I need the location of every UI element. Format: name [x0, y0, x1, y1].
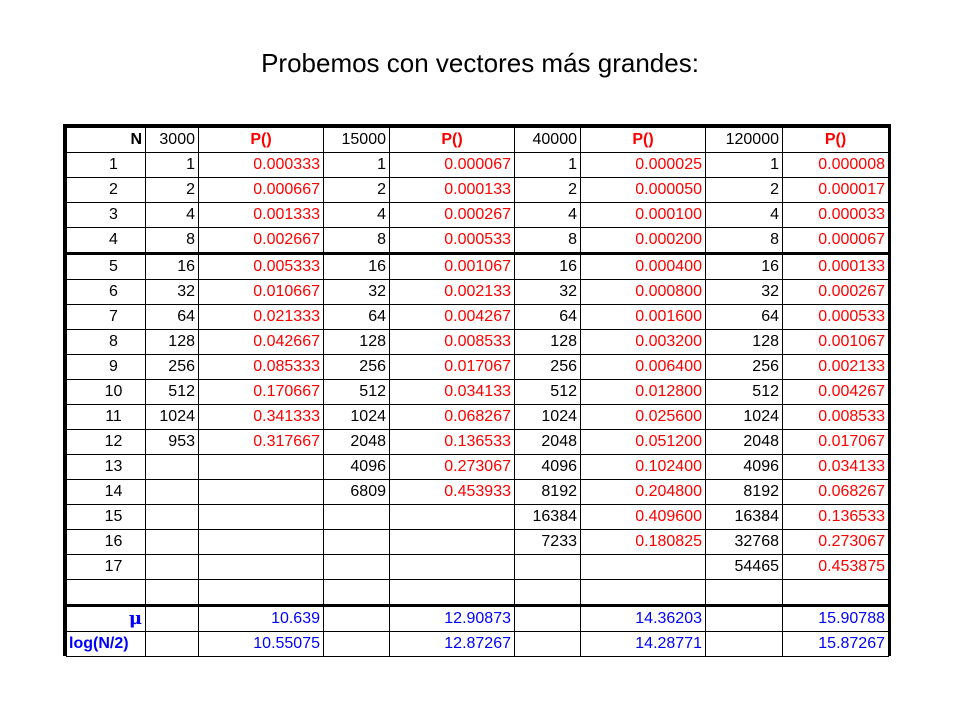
probability-cell: 0.273067: [390, 455, 515, 480]
probability-cell: 0.004267: [783, 380, 889, 405]
probability-cell: 0.000200: [581, 228, 706, 254]
probability-cell: 0.000800: [581, 280, 706, 305]
count-cell: 128: [515, 330, 581, 355]
count-cell: 7233: [515, 530, 581, 555]
count-cell: 512: [146, 380, 199, 405]
probability-cell: [581, 580, 706, 606]
table-row: [67, 455, 889, 480]
header-vector-size: 3000: [146, 128, 199, 153]
table-row: [67, 505, 889, 530]
count-cell: 8: [515, 228, 581, 254]
mean-value: [515, 606, 581, 632]
probability-cell: 0.000067: [783, 228, 889, 254]
log-row: [67, 632, 889, 657]
probability-cell: 0.102400: [581, 455, 706, 480]
probability-cell: 0.001333: [199, 203, 324, 228]
log-value: 14.28771: [581, 632, 706, 657]
probability-cell: 0.317667: [199, 430, 324, 455]
count-cell: 2: [706, 178, 783, 203]
probability-cell: [783, 580, 889, 606]
probability-cell: [199, 530, 324, 555]
probability-cell: 0.136533: [390, 430, 515, 455]
probability-table-frame: [63, 124, 891, 656]
count-cell: 64: [324, 305, 390, 330]
count-cell: 1: [706, 153, 783, 178]
log-value: [146, 632, 199, 657]
probability-cell: 0.000017: [783, 178, 889, 203]
row-index: 7: [67, 305, 146, 330]
count-cell: 1024: [515, 405, 581, 430]
table-row: [67, 254, 889, 280]
probability-cell: [199, 555, 324, 580]
count-cell: 8: [146, 228, 199, 254]
count-cell: 16: [146, 254, 199, 280]
row-index: 12: [67, 430, 146, 455]
probability-cell: 0.034133: [783, 455, 889, 480]
probability-cell: 0.003200: [581, 330, 706, 355]
probability-cell: 0.017067: [390, 355, 515, 380]
table-row: [67, 405, 889, 430]
probability-cell: 0.341333: [199, 405, 324, 430]
count-cell: 128: [146, 330, 199, 355]
probability-cell: [199, 580, 324, 606]
row-index: 11: [67, 405, 146, 430]
header-vector-size: 15000: [324, 128, 390, 153]
count-cell: 64: [146, 305, 199, 330]
probability-cell: 0.001067: [390, 254, 515, 280]
row-index: [67, 580, 146, 606]
probability-cell: 0.000533: [783, 305, 889, 330]
log-value: [324, 632, 390, 657]
table-row: [67, 355, 889, 380]
probability-cell: 0.025600: [581, 405, 706, 430]
probability-cell: 0.453933: [390, 480, 515, 505]
header-vector-size: 120000: [706, 128, 783, 153]
count-cell: 256: [324, 355, 390, 380]
count-cell: 256: [146, 355, 199, 380]
count-cell: 16: [515, 254, 581, 280]
count-cell: 953: [146, 430, 199, 455]
probability-cell: 0.273067: [783, 530, 889, 555]
count-cell: 32: [706, 280, 783, 305]
probability-cell: 0.000067: [390, 153, 515, 178]
probability-cell: 0.005333: [199, 254, 324, 280]
count-cell: [146, 555, 199, 580]
count-cell: 2048: [324, 430, 390, 455]
probability-cell: [390, 530, 515, 555]
probability-cell: 0.034133: [390, 380, 515, 405]
probability-cell: 0.006400: [581, 355, 706, 380]
count-cell: [324, 555, 390, 580]
count-cell: 2048: [515, 430, 581, 455]
row-index: 16: [67, 530, 146, 555]
count-cell: 1: [146, 153, 199, 178]
probability-cell: 0.204800: [581, 480, 706, 505]
row-index: 9: [67, 355, 146, 380]
probability-cell: 0.136533: [783, 505, 889, 530]
table-row: [67, 530, 889, 555]
table-row: [67, 228, 889, 254]
count-cell: [706, 580, 783, 606]
log-value: 10.55075: [199, 632, 324, 657]
table-row: [67, 480, 889, 505]
count-cell: [324, 530, 390, 555]
row-index: 13: [67, 455, 146, 480]
header-probability: P(): [581, 128, 706, 153]
count-cell: 512: [515, 380, 581, 405]
row-index: 1: [67, 153, 146, 178]
count-cell: 32: [146, 280, 199, 305]
header-vector-size: 40000: [515, 128, 581, 153]
table-row: [67, 330, 889, 355]
probability-cell: 0.002133: [390, 280, 515, 305]
row-index: 3: [67, 203, 146, 228]
mean-value: 12.90873: [390, 606, 515, 632]
count-cell: 512: [706, 380, 783, 405]
probability-cell: 0.008533: [390, 330, 515, 355]
count-cell: 16384: [706, 505, 783, 530]
count-cell: 4096: [324, 455, 390, 480]
probability-cell: 0.017067: [783, 430, 889, 455]
count-cell: 16: [324, 254, 390, 280]
row-index: 15: [67, 505, 146, 530]
probability-cell: 0.002667: [199, 228, 324, 254]
count-cell: 16: [706, 254, 783, 280]
log-label: log(N/2): [67, 632, 146, 657]
count-cell: 2048: [706, 430, 783, 455]
table-row: [67, 430, 889, 455]
table-row: [67, 178, 889, 203]
count-cell: [515, 580, 581, 606]
probability-cell: 0.000667: [199, 178, 324, 203]
count-cell: 54465: [706, 555, 783, 580]
probability-cell: 0.000050: [581, 178, 706, 203]
probability-cell: 0.000008: [783, 153, 889, 178]
row-index: 10: [67, 380, 146, 405]
mean-value: [706, 606, 783, 632]
table-row: [67, 555, 889, 580]
count-cell: 128: [706, 330, 783, 355]
probability-cell: 0.068267: [783, 480, 889, 505]
probability-cell: 0.042667: [199, 330, 324, 355]
probability-cell: [390, 555, 515, 580]
row-index: 17: [67, 555, 146, 580]
probability-cell: 0.000267: [390, 203, 515, 228]
probability-cell: [390, 505, 515, 530]
header-n: N: [67, 128, 146, 153]
probability-cell: 0.001067: [783, 330, 889, 355]
count-cell: 1024: [324, 405, 390, 430]
count-cell: 32768: [706, 530, 783, 555]
count-cell: 64: [515, 305, 581, 330]
log-value: 12.87267: [390, 632, 515, 657]
count-cell: [146, 530, 199, 555]
mean-row: [67, 606, 889, 632]
probability-cell: 0.170667: [199, 380, 324, 405]
probability-cell: [199, 505, 324, 530]
probability-cell: 0.000100: [581, 203, 706, 228]
probability-cell: 0.004267: [390, 305, 515, 330]
count-cell: 64: [706, 305, 783, 330]
probability-cell: [390, 580, 515, 606]
probability-cell: 0.453875: [783, 555, 889, 580]
probability-cell: 0.002133: [783, 355, 889, 380]
count-cell: 4: [146, 203, 199, 228]
log-value: [706, 632, 783, 657]
count-cell: 4096: [515, 455, 581, 480]
probability-cell: 0.021333: [199, 305, 324, 330]
probability-cell: 0.001600: [581, 305, 706, 330]
row-index: 14: [67, 480, 146, 505]
count-cell: 1024: [706, 405, 783, 430]
count-cell: 1024: [146, 405, 199, 430]
header-probability: P(): [390, 128, 515, 153]
count-cell: [324, 505, 390, 530]
probability-cell: 0.000333: [199, 153, 324, 178]
mean-value: [146, 606, 199, 632]
count-cell: 32: [324, 280, 390, 305]
probability-cell: 0.000267: [783, 280, 889, 305]
header-probability: P(): [783, 128, 889, 153]
probability-cell: 0.000400: [581, 254, 706, 280]
row-index: 2: [67, 178, 146, 203]
log-value: [515, 632, 581, 657]
table-row: [67, 380, 889, 405]
count-cell: 256: [515, 355, 581, 380]
mean-label: μ: [67, 606, 146, 632]
count-cell: 1: [324, 153, 390, 178]
table-row: [67, 580, 889, 606]
count-cell: [146, 580, 199, 606]
table-header-row: [67, 128, 889, 153]
probability-cell: 0.008533: [783, 405, 889, 430]
table-row: [67, 280, 889, 305]
count-cell: 2: [146, 178, 199, 203]
count-cell: 8: [706, 228, 783, 254]
probability-cell: [199, 480, 324, 505]
count-cell: 1: [515, 153, 581, 178]
probability-cell: 0.000133: [783, 254, 889, 280]
probability-cell: 0.085333: [199, 355, 324, 380]
table-row: [67, 305, 889, 330]
count-cell: 4: [706, 203, 783, 228]
probability-cell: 0.068267: [390, 405, 515, 430]
count-cell: [146, 480, 199, 505]
mean-value: [324, 606, 390, 632]
count-cell: 16384: [515, 505, 581, 530]
count-cell: 6809: [324, 480, 390, 505]
probability-cell: 0.051200: [581, 430, 706, 455]
mean-value: 10.639: [199, 606, 324, 632]
count-cell: 4: [515, 203, 581, 228]
count-cell: 512: [324, 380, 390, 405]
mean-value: 14.36203: [581, 606, 706, 632]
probability-table: [66, 127, 889, 657]
count-cell: 2: [515, 178, 581, 203]
probability-cell: [199, 455, 324, 480]
slide-title: Probemos con vectores más grandes:: [261, 48, 699, 78]
count-cell: 8192: [706, 480, 783, 505]
count-cell: 32: [515, 280, 581, 305]
count-cell: 4: [324, 203, 390, 228]
probability-cell: 0.000025: [581, 153, 706, 178]
count-cell: 2: [324, 178, 390, 203]
probability-cell: 0.012800: [581, 380, 706, 405]
row-index: 4: [67, 228, 146, 254]
count-cell: 128: [324, 330, 390, 355]
mean-value: 15.90788: [783, 606, 889, 632]
probability-cell: 0.000033: [783, 203, 889, 228]
count-cell: 8: [324, 228, 390, 254]
probability-cell: [581, 555, 706, 580]
probability-cell: 0.000133: [390, 178, 515, 203]
count-cell: 256: [706, 355, 783, 380]
count-cell: 8192: [515, 480, 581, 505]
count-cell: [324, 580, 390, 606]
probability-cell: 0.180825: [581, 530, 706, 555]
row-index: 5: [67, 254, 146, 280]
count-cell: 4096: [706, 455, 783, 480]
count-cell: [146, 505, 199, 530]
probability-cell: 0.010667: [199, 280, 324, 305]
probability-cell: 0.000533: [390, 228, 515, 254]
table-row: [67, 203, 889, 228]
row-index: 6: [67, 280, 146, 305]
row-index: 8: [67, 330, 146, 355]
count-cell: [146, 455, 199, 480]
probability-cell: 0.409600: [581, 505, 706, 530]
header-probability: P(): [199, 128, 324, 153]
count-cell: [515, 555, 581, 580]
log-value: 15.87267: [783, 632, 889, 657]
table-row: [67, 153, 889, 178]
